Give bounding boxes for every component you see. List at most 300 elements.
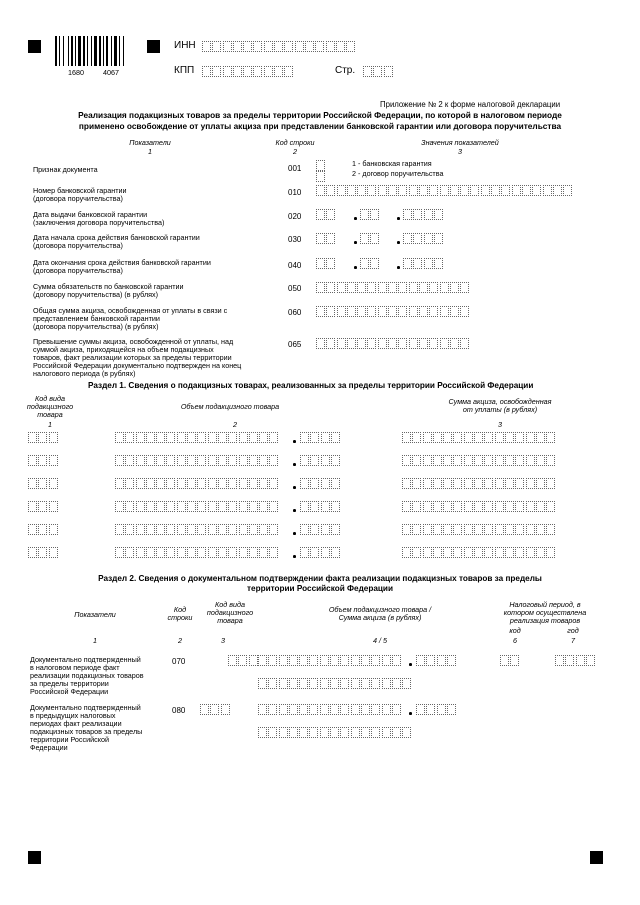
input-cell[interactable]	[453, 478, 462, 489]
input-cell[interactable]	[269, 432, 278, 443]
input-cell[interactable]	[289, 678, 298, 689]
s1-row-4-volume[interactable]	[115, 501, 280, 512]
s1-row-1-volume[interactable]	[115, 432, 280, 443]
input-cell[interactable]	[330, 655, 339, 666]
input-cell[interactable]	[197, 478, 206, 489]
input-cell[interactable]	[239, 524, 248, 535]
input-cell[interactable]	[268, 678, 277, 689]
input-cell[interactable]	[156, 478, 165, 489]
input-cell[interactable]	[484, 478, 493, 489]
input-cell[interactable]	[403, 233, 412, 244]
input-cell[interactable]	[392, 704, 401, 715]
input-cell[interactable]	[166, 501, 175, 512]
input-cell[interactable]	[515, 478, 524, 489]
input-cell[interactable]	[279, 655, 288, 666]
input-cell[interactable]	[268, 727, 277, 738]
input-cell[interactable]	[351, 727, 360, 738]
input-cell[interactable]	[474, 432, 483, 443]
input-cell[interactable]	[419, 185, 428, 196]
input-cell[interactable]	[491, 185, 500, 196]
input-cell[interactable]	[249, 432, 258, 443]
s1-row-1-goods-code[interactable]	[28, 432, 59, 443]
input-cell[interactable]	[259, 432, 268, 443]
row-080-goods-code[interactable]	[200, 704, 231, 715]
input-cell[interactable]	[316, 258, 325, 269]
input-cell[interactable]	[309, 704, 318, 715]
row-070-volume[interactable]	[258, 655, 402, 666]
input-cell[interactable]	[49, 478, 58, 489]
row-070-volume-fraction[interactable]	[416, 655, 457, 666]
input-cell[interactable]	[221, 704, 230, 715]
input-cell[interactable]	[326, 185, 335, 196]
input-cell[interactable]	[146, 501, 155, 512]
input-cell[interactable]	[289, 655, 298, 666]
input-cell[interactable]	[309, 678, 318, 689]
input-cell[interactable]	[125, 455, 134, 466]
input-cell[interactable]	[505, 478, 514, 489]
input-cell[interactable]	[460, 338, 469, 349]
input-cell[interactable]	[512, 185, 521, 196]
input-cell[interactable]	[536, 501, 545, 512]
input-cell[interactable]	[495, 524, 504, 535]
input-cell[interactable]	[330, 704, 339, 715]
input-cell[interactable]	[357, 338, 366, 349]
input-cell[interactable]	[474, 547, 483, 558]
input-cell[interactable]	[464, 524, 473, 535]
input-cell[interactable]	[484, 547, 493, 558]
input-cell[interactable]	[388, 282, 397, 293]
row-020-year[interactable]	[403, 209, 444, 220]
input-cell[interactable]	[326, 209, 335, 220]
row-001-input[interactable]	[316, 160, 326, 171]
input-cell[interactable]	[412, 432, 421, 443]
s1-row-2-goods-code[interactable]	[28, 455, 59, 466]
input-cell[interactable]	[218, 432, 227, 443]
input-cell[interactable]	[316, 209, 325, 220]
input-cell[interactable]	[367, 338, 376, 349]
input-cell[interactable]	[146, 524, 155, 535]
input-cell[interactable]	[299, 655, 308, 666]
input-cell[interactable]	[310, 432, 319, 443]
input-cell[interactable]	[228, 501, 237, 512]
input-cell[interactable]	[423, 455, 432, 466]
input-cell[interactable]	[505, 455, 514, 466]
input-cell[interactable]	[392, 655, 401, 666]
row-020-day[interactable]	[316, 209, 337, 220]
input-cell[interactable]	[146, 432, 155, 443]
input-cell[interactable]	[402, 501, 411, 512]
input-cell[interactable]	[360, 258, 369, 269]
row-080-volume[interactable]	[258, 704, 402, 715]
input-cell[interactable]	[361, 727, 370, 738]
input-cell[interactable]	[501, 185, 510, 196]
input-cell[interactable]	[515, 432, 524, 443]
input-cell[interactable]	[474, 524, 483, 535]
input-cell[interactable]	[228, 432, 237, 443]
input-cell[interactable]	[536, 478, 545, 489]
input-cell[interactable]	[337, 338, 346, 349]
input-cell[interactable]	[38, 432, 47, 443]
input-cell[interactable]	[187, 432, 196, 443]
input-cell[interactable]	[546, 478, 555, 489]
input-cell[interactable]	[331, 524, 340, 535]
input-cell[interactable]	[403, 209, 412, 220]
input-cell[interactable]	[115, 478, 124, 489]
input-cell[interactable]	[331, 478, 340, 489]
input-cell[interactable]	[279, 704, 288, 715]
s1-row-5-goods-code[interactable]	[28, 524, 59, 535]
input-cell[interactable]	[423, 432, 432, 443]
input-cell[interactable]	[156, 501, 165, 512]
input-cell[interactable]	[453, 455, 462, 466]
input-cell[interactable]	[474, 501, 483, 512]
input-cell[interactable]	[433, 501, 442, 512]
input-cell[interactable]	[268, 704, 277, 715]
input-cell[interactable]	[38, 455, 47, 466]
input-cell[interactable]	[166, 455, 175, 466]
input-cell[interactable]	[239, 455, 248, 466]
input-cell[interactable]	[382, 678, 391, 689]
s1-row-2-volume-fraction[interactable]	[300, 455, 341, 466]
input-cell[interactable]	[38, 501, 47, 512]
s1-row-4-goods-code[interactable]	[28, 501, 59, 512]
input-cell[interactable]	[337, 185, 346, 196]
input-cell[interactable]	[443, 501, 452, 512]
row-040-month[interactable]	[360, 258, 381, 269]
input-cell[interactable]	[464, 478, 473, 489]
input-cell[interactable]	[326, 338, 335, 349]
input-cell[interactable]	[320, 678, 329, 689]
input-cell[interactable]	[136, 455, 145, 466]
input-cell[interactable]	[300, 455, 309, 466]
input-cell[interactable]	[515, 501, 524, 512]
input-cell[interactable]	[315, 41, 324, 52]
input-cell[interactable]	[403, 258, 412, 269]
input-cell[interactable]	[440, 282, 449, 293]
row-060-input[interactable]	[316, 306, 470, 317]
input-cell[interactable]	[321, 478, 330, 489]
input-cell[interactable]	[505, 432, 514, 443]
input-cell[interactable]	[208, 547, 217, 558]
input-cell[interactable]	[310, 455, 319, 466]
input-cell[interactable]	[424, 233, 433, 244]
input-cell[interactable]	[378, 338, 387, 349]
input-cell[interactable]	[49, 547, 58, 558]
input-cell[interactable]	[300, 547, 309, 558]
input-cell[interactable]	[233, 41, 242, 52]
input-cell[interactable]	[321, 501, 330, 512]
input-cell[interactable]	[416, 704, 425, 715]
input-cell[interactable]	[330, 727, 339, 738]
s1-row-4-volume-fraction[interactable]	[300, 501, 341, 512]
input-cell[interactable]	[450, 185, 459, 196]
input-cell[interactable]	[433, 432, 442, 443]
row-040-year[interactable]	[403, 258, 444, 269]
input-cell[interactable]	[371, 704, 380, 715]
input-cell[interactable]	[412, 547, 421, 558]
input-cell[interactable]	[351, 704, 360, 715]
input-cell[interactable]	[208, 501, 217, 512]
input-cell[interactable]	[388, 306, 397, 317]
input-cell[interactable]	[340, 727, 349, 738]
input-cell[interactable]	[384, 66, 393, 77]
input-cell[interactable]	[433, 478, 442, 489]
input-cell[interactable]	[49, 432, 58, 443]
input-cell[interactable]	[187, 524, 196, 535]
input-cell[interactable]	[310, 501, 319, 512]
input-cell[interactable]	[495, 547, 504, 558]
input-cell[interactable]	[402, 432, 411, 443]
input-cell[interactable]	[38, 478, 47, 489]
input-cell[interactable]	[320, 655, 329, 666]
input-cell[interactable]	[464, 547, 473, 558]
input-cell[interactable]	[371, 727, 380, 738]
input-cell[interactable]	[28, 524, 37, 535]
input-cell[interactable]	[484, 432, 493, 443]
input-cell[interactable]	[398, 282, 407, 293]
input-cell[interactable]	[326, 282, 335, 293]
input-cell[interactable]	[300, 432, 309, 443]
input-cell[interactable]	[156, 455, 165, 466]
input-cell[interactable]	[382, 704, 391, 715]
input-cell[interactable]	[443, 524, 452, 535]
input-cell[interactable]	[218, 524, 227, 535]
input-cell[interactable]	[253, 66, 262, 77]
input-cell[interactable]	[464, 432, 473, 443]
input-cell[interactable]	[543, 185, 552, 196]
input-cell[interactable]	[413, 233, 422, 244]
input-cell[interactable]	[28, 501, 37, 512]
input-cell[interactable]	[347, 338, 356, 349]
input-cell[interactable]	[316, 171, 325, 182]
s1-row-5-excise-sum[interactable]	[402, 524, 556, 535]
input-cell[interactable]	[299, 727, 308, 738]
input-cell[interactable]	[243, 41, 252, 52]
input-cell[interactable]	[28, 432, 37, 443]
input-cell[interactable]	[470, 185, 479, 196]
input-cell[interactable]	[576, 655, 585, 666]
input-cell[interactable]	[326, 233, 335, 244]
input-cell[interactable]	[443, 455, 452, 466]
input-cell[interactable]	[28, 455, 37, 466]
input-cell[interactable]	[546, 455, 555, 466]
input-cell[interactable]	[429, 306, 438, 317]
input-cell[interactable]	[197, 547, 206, 558]
input-cell[interactable]	[450, 306, 459, 317]
s1-row-1-volume-fraction[interactable]	[300, 432, 341, 443]
s1-row-6-goods-code[interactable]	[28, 547, 59, 558]
input-cell[interactable]	[371, 678, 380, 689]
input-cell[interactable]	[331, 432, 340, 443]
input-cell[interactable]	[402, 727, 411, 738]
input-cell[interactable]	[279, 727, 288, 738]
input-cell[interactable]	[460, 282, 469, 293]
input-cell[interactable]	[269, 455, 278, 466]
input-cell[interactable]	[402, 547, 411, 558]
input-cell[interactable]	[340, 678, 349, 689]
input-cell[interactable]	[546, 547, 555, 558]
input-cell[interactable]	[136, 501, 145, 512]
input-cell[interactable]	[536, 547, 545, 558]
input-cell[interactable]	[239, 501, 248, 512]
input-cell[interactable]	[326, 41, 335, 52]
input-cell[interactable]	[495, 432, 504, 443]
input-cell[interactable]	[402, 455, 411, 466]
input-cell[interactable]	[228, 455, 237, 466]
s1-row-3-excise-sum[interactable]	[402, 478, 556, 489]
row-065-input[interactable]	[316, 338, 470, 349]
input-cell[interactable]	[156, 432, 165, 443]
input-cell[interactable]	[239, 432, 248, 443]
input-cell[interactable]	[424, 258, 433, 269]
input-cell[interactable]	[243, 66, 252, 77]
input-cell[interactable]	[429, 338, 438, 349]
input-cell[interactable]	[125, 432, 134, 443]
input-cell[interactable]	[433, 455, 442, 466]
input-cell[interactable]	[295, 41, 304, 52]
row-020-month[interactable]	[360, 209, 381, 220]
input-cell[interactable]	[321, 455, 330, 466]
input-cell[interactable]	[136, 547, 145, 558]
input-cell[interactable]	[378, 306, 387, 317]
input-cell[interactable]	[289, 704, 298, 715]
input-cell[interactable]	[481, 185, 490, 196]
input-cell[interactable]	[409, 338, 418, 349]
row-080-volume-fraction[interactable]	[416, 704, 457, 715]
s1-row-3-volume[interactable]	[115, 478, 280, 489]
input-cell[interactable]	[337, 282, 346, 293]
input-cell[interactable]	[210, 704, 219, 715]
input-cell[interactable]	[412, 524, 421, 535]
input-cell[interactable]	[367, 282, 376, 293]
input-cell[interactable]	[382, 655, 391, 666]
input-cell[interactable]	[429, 282, 438, 293]
input-cell[interactable]	[197, 501, 206, 512]
row-080-excise-sum[interactable]	[258, 727, 412, 738]
input-cell[interactable]	[115, 501, 124, 512]
input-cell[interactable]	[388, 338, 397, 349]
input-cell[interactable]	[258, 655, 267, 666]
s1-row-1-excise-sum[interactable]	[402, 432, 556, 443]
input-cell[interactable]	[419, 306, 428, 317]
input-cell[interactable]	[239, 547, 248, 558]
input-cell[interactable]	[284, 66, 293, 77]
input-cell[interactable]	[316, 185, 325, 196]
input-cell[interactable]	[351, 655, 360, 666]
input-cell[interactable]	[316, 233, 325, 244]
input-cell[interactable]	[316, 282, 325, 293]
input-cell[interactable]	[115, 432, 124, 443]
input-cell[interactable]	[125, 478, 134, 489]
input-cell[interactable]	[49, 501, 58, 512]
input-cell[interactable]	[264, 66, 273, 77]
input-cell[interactable]	[218, 547, 227, 558]
input-cell[interactable]	[536, 524, 545, 535]
s1-row-5-volume-fraction[interactable]	[300, 524, 341, 535]
input-cell[interactable]	[258, 727, 267, 738]
input-cell[interactable]	[484, 455, 493, 466]
input-cell[interactable]	[228, 524, 237, 535]
row-070-excise-sum[interactable]	[258, 678, 412, 689]
input-cell[interactable]	[402, 524, 411, 535]
s1-row-3-volume-fraction[interactable]	[300, 478, 341, 489]
input-cell[interactable]	[370, 209, 379, 220]
input-cell[interactable]	[484, 524, 493, 535]
input-cell[interactable]	[429, 185, 438, 196]
input-cell[interactable]	[289, 727, 298, 738]
input-cell[interactable]	[423, 547, 432, 558]
input-cell[interactable]	[553, 185, 562, 196]
input-cell[interactable]	[269, 478, 278, 489]
input-cell[interactable]	[484, 501, 493, 512]
input-cell[interactable]	[309, 655, 318, 666]
input-cell[interactable]	[402, 678, 411, 689]
input-cell[interactable]	[347, 282, 356, 293]
input-cell[interactable]	[357, 306, 366, 317]
input-cell[interactable]	[212, 41, 221, 52]
input-cell[interactable]	[515, 455, 524, 466]
row-070-period-code[interactable]	[500, 655, 521, 666]
input-cell[interactable]	[402, 478, 411, 489]
input-cell[interactable]	[115, 547, 124, 558]
input-cell[interactable]	[274, 41, 283, 52]
input-cell[interactable]	[426, 704, 435, 715]
row-070-goods-code[interactable]	[228, 655, 259, 666]
input-cell[interactable]	[268, 655, 277, 666]
input-cell[interactable]	[522, 185, 531, 196]
input-cell[interactable]	[320, 727, 329, 738]
input-cell[interactable]	[426, 655, 435, 666]
input-cell[interactable]	[361, 704, 370, 715]
input-cell[interactable]	[310, 547, 319, 558]
input-cell[interactable]	[555, 655, 564, 666]
input-cell[interactable]	[299, 678, 308, 689]
input-cell[interactable]	[202, 66, 211, 77]
input-cell[interactable]	[419, 338, 428, 349]
input-cell[interactable]	[258, 704, 267, 715]
input-cell[interactable]	[347, 306, 356, 317]
input-cell[interactable]	[28, 547, 37, 558]
input-cell[interactable]	[202, 41, 211, 52]
row-010-input[interactable]	[316, 185, 573, 196]
input-cell[interactable]	[464, 455, 473, 466]
input-cell[interactable]	[495, 455, 504, 466]
input-cell[interactable]	[125, 524, 134, 535]
input-cell[interactable]	[320, 704, 329, 715]
input-cell[interactable]	[382, 727, 391, 738]
input-cell[interactable]	[546, 524, 555, 535]
input-cell[interactable]	[38, 547, 47, 558]
input-cell[interactable]	[177, 501, 186, 512]
input-cell[interactable]	[274, 66, 283, 77]
s1-row-4-excise-sum[interactable]	[402, 501, 556, 512]
input-cell[interactable]	[453, 432, 462, 443]
row-030-day[interactable]	[316, 233, 337, 244]
input-cell[interactable]	[437, 655, 446, 666]
input-cell[interactable]	[409, 282, 418, 293]
input-cell[interactable]	[187, 455, 196, 466]
input-cell[interactable]	[453, 501, 462, 512]
input-cell[interactable]	[413, 258, 422, 269]
input-cell[interactable]	[197, 524, 206, 535]
input-cell[interactable]	[419, 282, 428, 293]
input-cell[interactable]	[413, 209, 422, 220]
input-cell[interactable]	[361, 655, 370, 666]
input-cell[interactable]	[398, 185, 407, 196]
input-cell[interactable]	[447, 704, 456, 715]
input-cell[interactable]	[505, 524, 514, 535]
input-cell[interactable]	[249, 524, 258, 535]
